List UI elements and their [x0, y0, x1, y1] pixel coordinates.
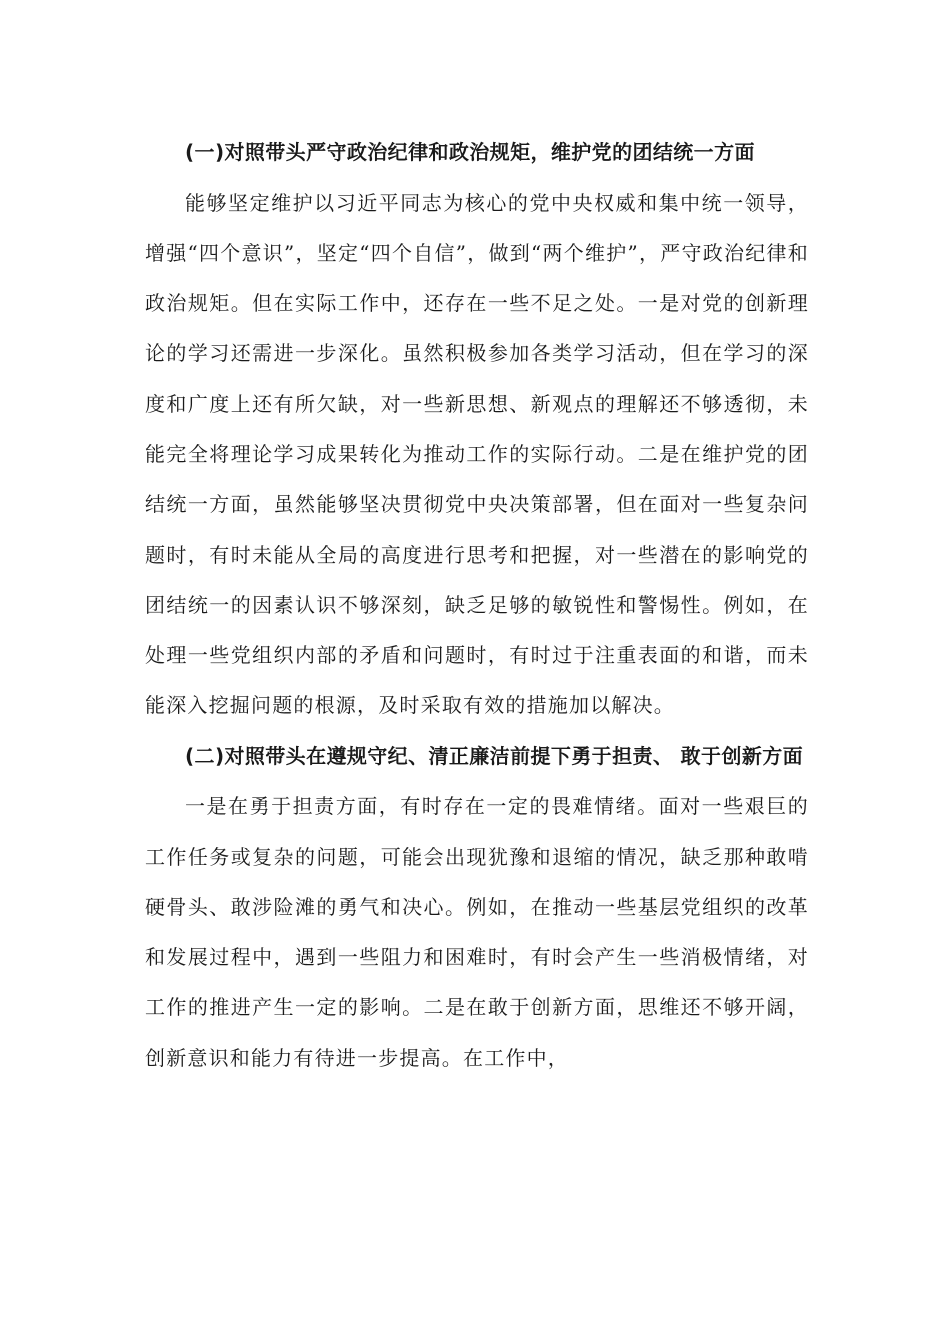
section-1-paragraph: 能够坚定维护以习近平同志为核心的党中央权威和集中统一领导，增强“四个意识”，坚定“四个自信”，做到“两个维护”，严守政治纪律和政治规矩。但在实际工作中，还存在一些不足之处。一是对党的创新理论的学习还需进一步深化。虽然积极参加各类学习活动，但在学习的深度和广度上还有所欠缺，对一些新思想、新观点的理解还不够透彻，未能完全将理论学习成果转化为推动工作的实际行动。二是在维护党的团结统一方面，虽然能够坚决贯彻党中央决策部署，但在面对一些复杂问题时，有时未能从全局的高度进行思考和把握，对一些潜在的影响党的团结统一的因素认识不够深刻，缺乏足够的敏锐性和警惕性。例如，在处理一些党组织内部的矛盾和问题时，有时过于注重表面的和谐，而未能深入挖掘问题的根源，及时采取有效的措施加以解决。: [145, 190, 809, 718]
section-2-heading: (二)对照带头在遵规守纪、清正廉洁前提下勇于担责、 敢于创新方面: [185, 743, 804, 768]
section-1-heading: (一)对照带头严守政治纪律和政治规矩，维护党的团结统一方面: [185, 140, 755, 164]
document-body: [145, 127, 809, 1083]
section-2-paragraph: 一是在勇于担责方面，有时存在一定的畏难情绪。面对一些艰巨的工作任务或复杂的问题，可能会出现犹豫和退缩的情况，缺乏那种敢啃硬骨头、敢涉险滩的勇气和决心。例如，在推动一些基层党组织的改革和发展过程中，遇到一些阻力和困难时，有时会产生一些消极情绪，对工作的推进产生一定的影响。二是在敢于创新方面，思维还不够开阔，创新意识和能力有待进一步提高。在工作中，: [145, 794, 809, 1070]
